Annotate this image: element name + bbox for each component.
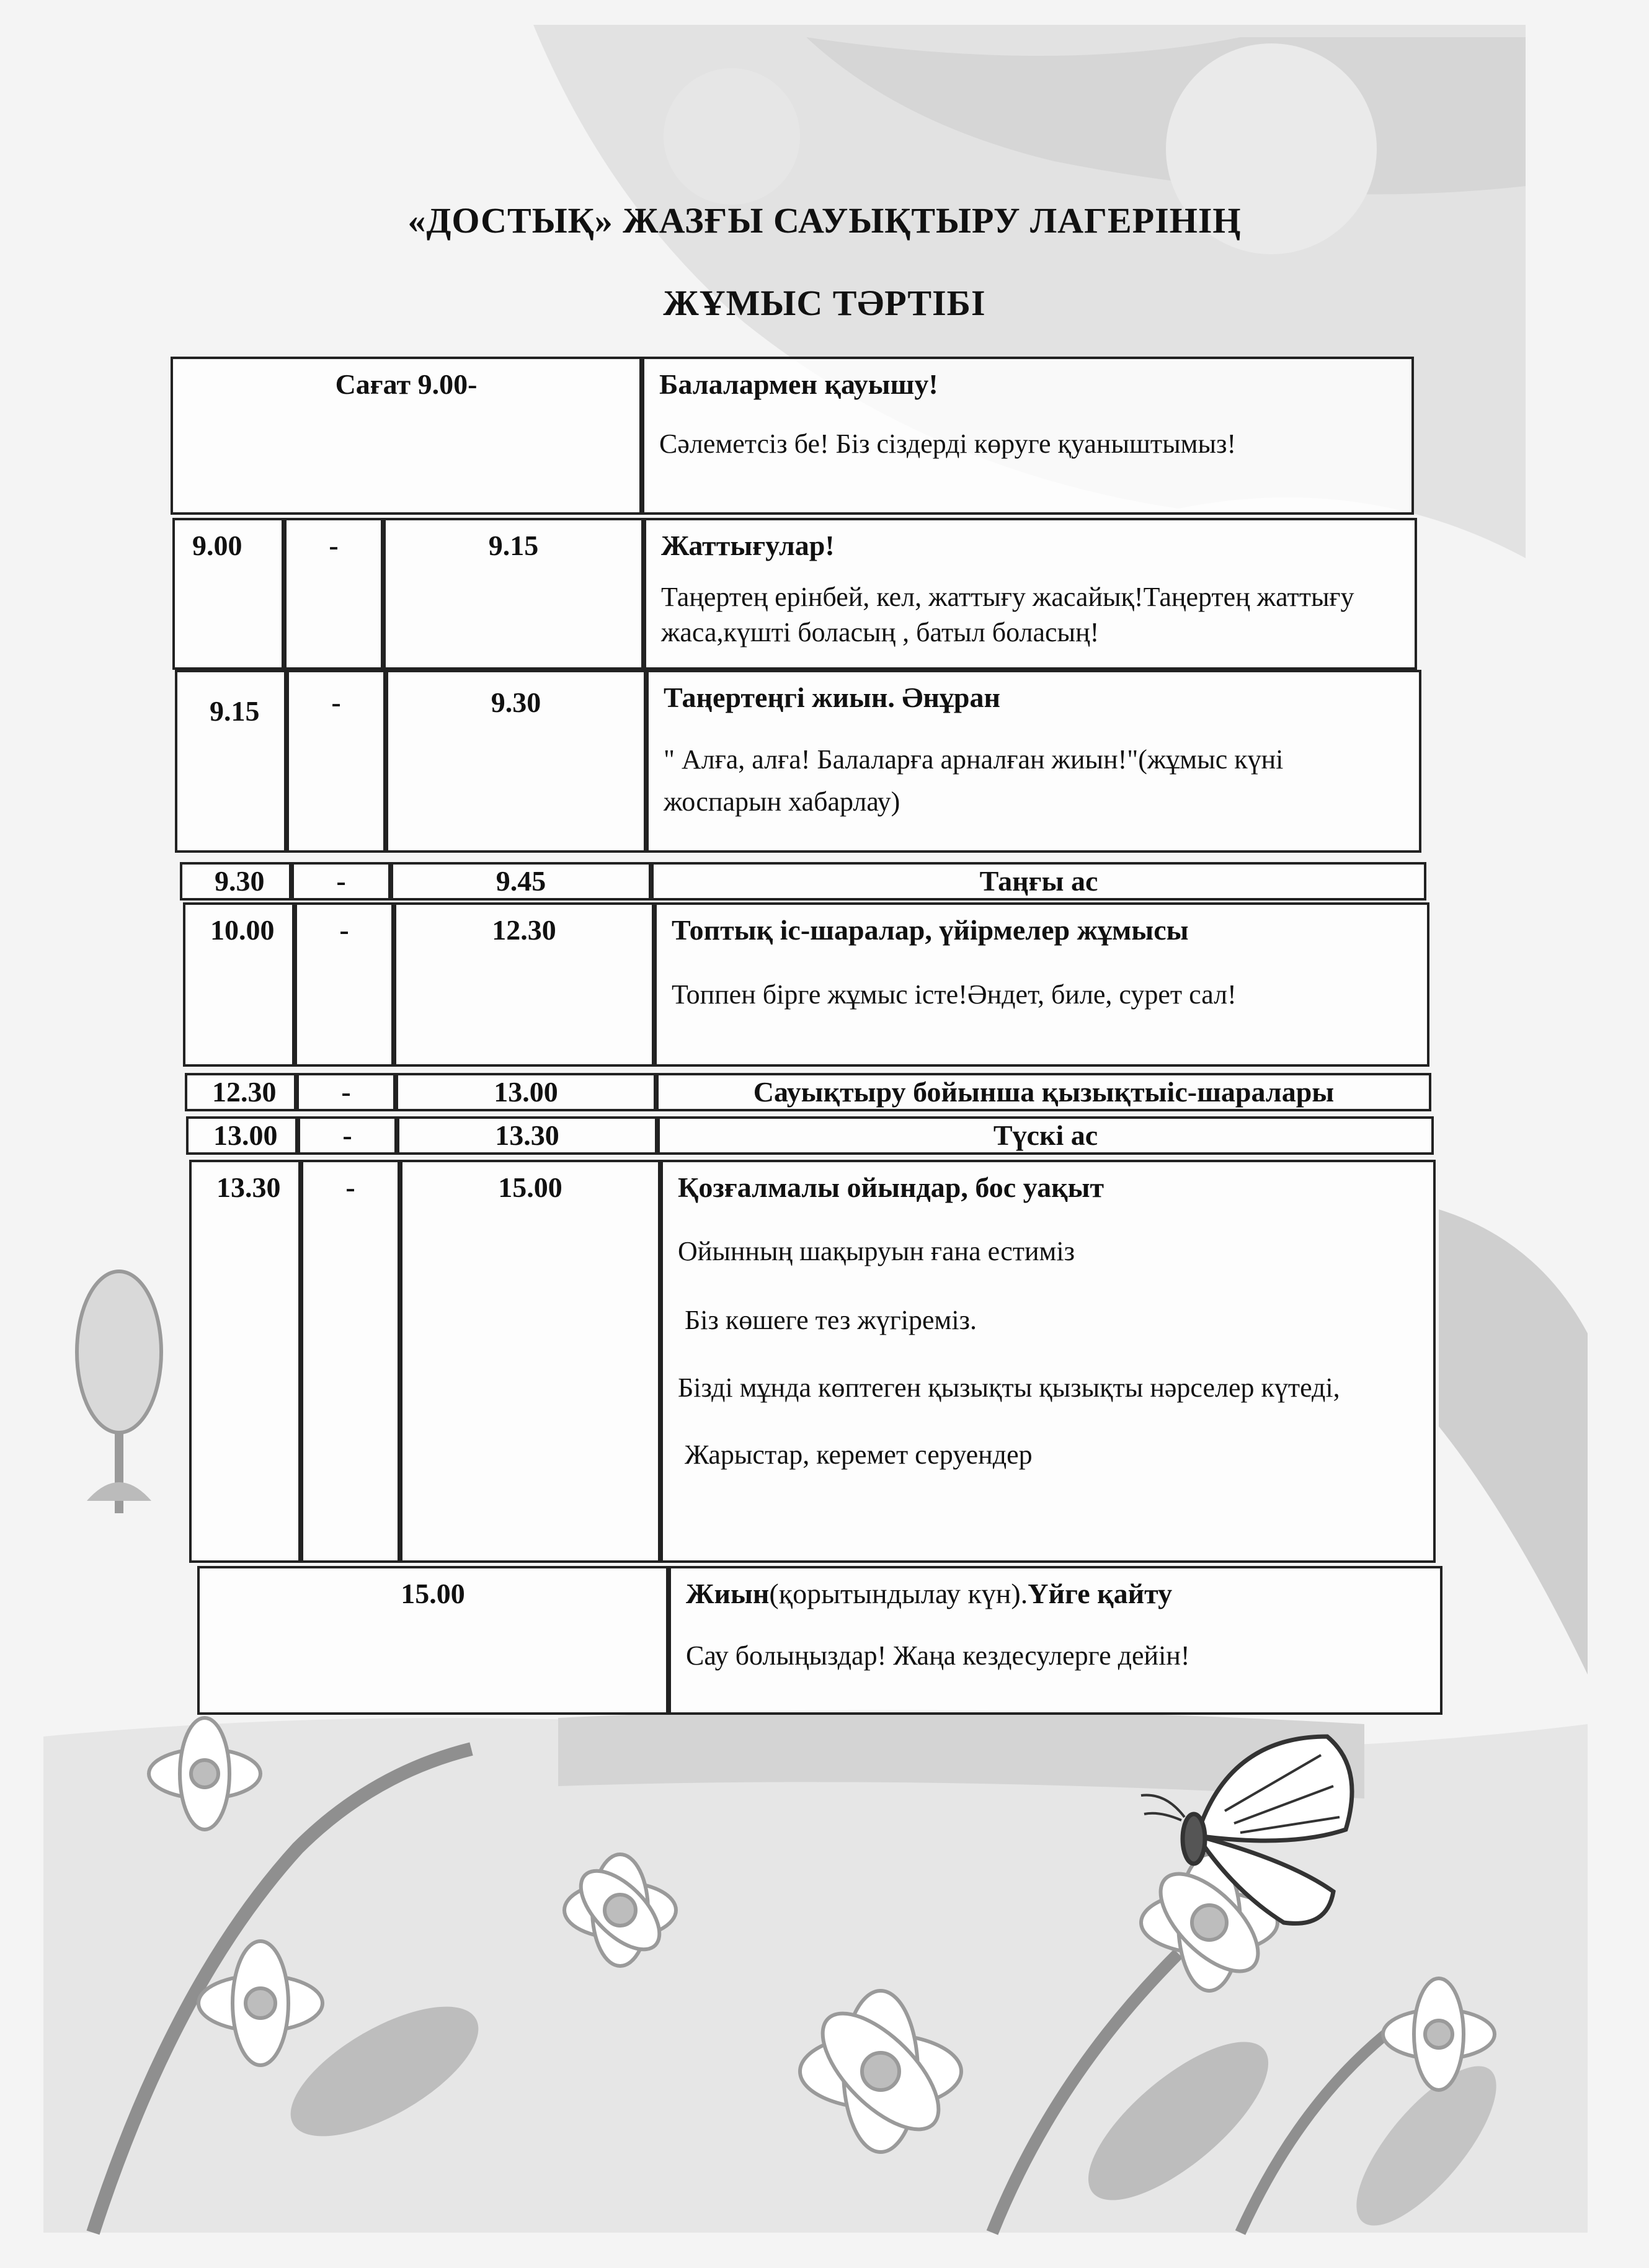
activity-text: Таңертең ерінбей, кел, жаттығу жасайық!Таңертең жаттығу жаса,күшті боласың , батыл боласың! (661, 582, 1354, 648)
start-time: 13.30 (216, 1172, 281, 1203)
dash: - (339, 914, 349, 946)
end-time-cell (400, 1160, 660, 1563)
end-time-cell (386, 670, 646, 853)
title-part-bold: Жиын (686, 1578, 770, 1609)
activity-cell (642, 357, 1414, 515)
schedule-row-exercise (172, 518, 1417, 670)
activity-title: Сауықтыру бойынша қызықтыіс-шаралары (753, 1076, 1335, 1108)
time-label: Сағат 9.00- (335, 368, 478, 400)
schedule-row-wellness (185, 1073, 1431, 1111)
end-time-cell (396, 1073, 656, 1111)
leaf-bubble (664, 68, 800, 205)
schedule-row-group-activities (183, 902, 1429, 1067)
activity-title: Топтық іс-шаралар, үйірмелер жұмысы (672, 914, 1189, 946)
activity-cell (657, 1116, 1434, 1155)
activity-title: Жаттығулар! (661, 530, 835, 561)
start-time-cell (185, 1073, 296, 1111)
time-label: 15.00 (401, 1578, 465, 1609)
start-time-cell (186, 1116, 298, 1155)
dash-cell (284, 518, 383, 670)
schedule-row-games (189, 1160, 1436, 1563)
activity-title: Таңертеңгі жиын. Әнұран (664, 682, 1000, 713)
document-title-line1: «ДОСТЫҚ» ЖАЗҒЫ САУЫҚТЫРУ ЛАГЕРІНІҢ (407, 200, 1242, 241)
activity-title: Қозғалмалы ойындар, бос уақыт (678, 1172, 1105, 1203)
activity-title (686, 1577, 1425, 1610)
activity-cell (646, 670, 1421, 853)
dash-cell (296, 1073, 396, 1111)
activity-cell (660, 1160, 1436, 1563)
schedule-row-arrival (171, 357, 1414, 515)
dash-cell (295, 902, 394, 1067)
activity-cell (669, 1566, 1442, 1715)
end-time: 13.00 (494, 1076, 558, 1108)
dash-cell (287, 670, 386, 853)
document-title-line2: ЖҰМЫС ТӘРТІБІ (663, 283, 986, 323)
time-cell (197, 1566, 669, 1715)
tulip-illustration (77, 1271, 161, 1513)
start-time-cell (189, 1160, 301, 1563)
activity-text: Біз көшеге тез жүгіреміз. (678, 1304, 977, 1335)
start-time: 12.30 (212, 1076, 277, 1108)
title-part-normal: (қорытындылау күн). (769, 1578, 1028, 1609)
dash: - (345, 1172, 355, 1203)
activity-title: Балалармен қауышу! (659, 368, 938, 400)
side-swoosh-shape (1439, 1209, 1588, 1674)
dash: - (342, 1119, 352, 1151)
dash: - (329, 530, 339, 561)
dash-cell (291, 862, 391, 901)
time-cell (171, 357, 642, 515)
activity-cell (651, 862, 1426, 901)
start-time: 9.00 (192, 530, 242, 561)
start-time: 9.30 (215, 865, 265, 897)
activity-text: " Алға, алға! Балаларға арналған жиын!"(жұмыс күні жоспарын хабарлау) (664, 744, 1284, 817)
activity-cell (656, 1073, 1431, 1111)
schedule-row-lunch (186, 1116, 1434, 1155)
activity-text: Бізді мұнда көптеген қызықты қызықты нәрселер күтеді, (678, 1372, 1340, 1403)
start-time: 10.00 (210, 914, 275, 946)
activity-text: Ойынның шақыруын ғана естиміз (678, 1236, 1075, 1266)
start-time-cell (172, 518, 284, 670)
activity-text: Сәлеметсіз бе! Біз сіздерді көруге қуаныштымыз! (659, 429, 1237, 459)
end-time: 9.45 (496, 865, 546, 897)
dash-cell (301, 1160, 400, 1563)
activity-cell (654, 902, 1429, 1067)
schedule-row-breakfast (180, 862, 1426, 901)
dash-cell (298, 1116, 397, 1155)
start-time-cell (180, 862, 291, 901)
start-time-cell (175, 670, 287, 853)
end-time: 13.30 (495, 1119, 559, 1151)
activity-title: Таңғы ас (979, 865, 1098, 897)
end-time-cell (394, 902, 654, 1067)
end-time: 9.30 (491, 687, 541, 718)
end-time: 9.15 (488, 530, 539, 561)
schedule-row-assembly (175, 670, 1421, 853)
activity-cell (644, 518, 1417, 670)
schedule-row-departure (197, 1566, 1442, 1715)
title-part-bold: Үйге қайту (1028, 1578, 1173, 1609)
dash: - (341, 1076, 351, 1108)
activity-text: Сау болыңыздар! Жаңа кездесулерге дейін! (686, 1640, 1190, 1671)
activity-text: Жарыстар, керемет серуендер (678, 1439, 1033, 1470)
end-time: 15.00 (498, 1172, 562, 1203)
start-time: 13.00 (213, 1119, 278, 1151)
end-time-cell (383, 518, 644, 670)
activity-text: Топпен бірге жұмыс істе!Әндет, биле, сурет сал! (672, 979, 1237, 1010)
activity-title: Түскі ас (993, 1119, 1098, 1151)
end-time-cell (397, 1116, 657, 1155)
end-time-cell (391, 862, 651, 901)
dash: - (331, 687, 341, 718)
start-time: 9.15 (210, 695, 260, 727)
start-time-cell (183, 902, 295, 1067)
end-time: 12.30 (492, 914, 556, 946)
dash: - (336, 865, 346, 897)
